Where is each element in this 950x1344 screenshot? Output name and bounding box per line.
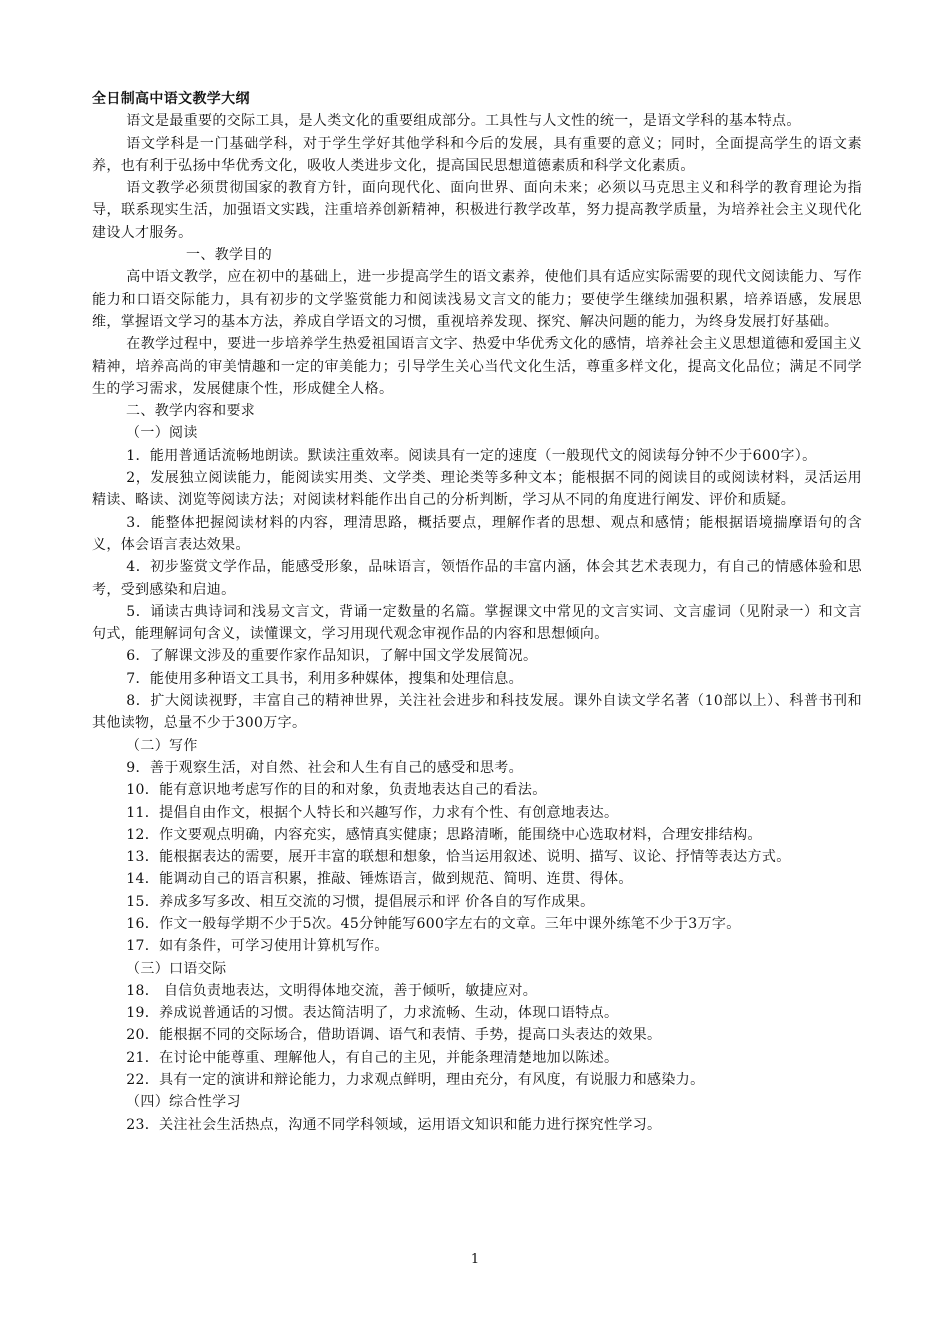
document-body: [92, 88, 862, 1136]
list-item: 5．诵读古典诗词和浅易文言文，背诵一定数量的名篇。掌握课文中常见的文言实词、文言虚词（见附录一）和文言句式，能理解词句含义，读懂课文，学习用现代观念审视作品的内容和思想倾向。: [92, 603, 862, 643]
intro-paragraph: 语文教学必须贯彻国家的教育方针，面向现代化、面向世界、面向未来；必须以马克思主义和科学的教育理论为指导，联系现实生活，加强语文实践，注重培养创新精神，积极进行教学改革，努力提高教学质量，为培养社会主义现代化建设人才服务。: [92, 180, 862, 241]
subsection-heading-integrated: （四）综合性学习: [126, 1094, 241, 1111]
section-heading-teaching-purpose: 一、教学目的: [186, 247, 273, 264]
subsection-heading-reading: （一）阅读: [126, 425, 198, 442]
list-item: 22．具有一定的演讲和辩论能力，力求观点鲜明，理由充分，有风度，有说服力和感染力。: [126, 1072, 705, 1089]
list-item: 15．养成多写多改、相互交流的习惯，提倡展示和评 价各自的写作成果。: [126, 893, 595, 910]
intro-paragraph: 语文学科是一门基础学科，对于学生学好其他学科和今后的发展，具有重要的意义；同时，全面提高学生的语文素养，也有利于弘扬中华优秀文化，吸收人类进步文化，提高国民思想道德素质和科学文化素质。: [92, 135, 862, 174]
list-item: 21．在讨论中能尊重、理解他人，有自己的主见，并能条理清楚地加以陈述。: [126, 1049, 619, 1066]
list-item: 11．提倡自由作文，根据个人特长和兴趣写作，力求有个性、有创意地表达。: [126, 804, 619, 821]
list-item: 3．能整体把握阅读材料的内容，理清思路，概括要点，理解作者的思想、观点和感情；能根据语境揣摩语句的含义，体会语言表达效果。: [92, 514, 862, 553]
subsection-heading-writing: （二）写作: [126, 737, 198, 754]
purpose-paragraph: 高中语文教学，应在初中的基础上，进一步提高学生的语文素养，使他们具有适应实际需要的现代文阅读能力、写作能力和口语交际能力，具有初步的文学鉴赏能力和阅读浅易文言文的能力；要使学生继续加强积累，培养语感，发展思维，掌握语文学习的基本方法，养成自学语文的习惯，重视培养发现、探究、解决问题的能力，为终身发展打好基础。: [92, 269, 862, 330]
subsection-heading-oral: （三）口语交际: [126, 960, 227, 977]
list-item: 1．能用普通话流畅地朗读。默读注重效率。阅读具有一定的速度（一般现代文的阅读每分钟不少于600字）。: [126, 447, 817, 464]
list-item: 9．善于观察生活，对自然、社会和人生有自己的感受和思考。: [126, 759, 524, 776]
document-title: 全日制高中语文教学大纲: [92, 91, 250, 107]
list-item: 17．如有条件，可学习使用计算机写作。: [126, 938, 389, 955]
list-item: 14．能调动自己的语言积累，推敲、锤炼语言，做到规范、简明、连贯、得体。: [126, 871, 633, 888]
list-item: 2，发展独立阅读能力，能阅读实用类、文学类、理论类等多种文本；能根据不同的阅读目的或阅读材料，灵活运用精读、略读、浏览等阅读方法；对阅读材料能作出自己的分析判断，学习从不同的角度进行阐发、评价和质疑。: [92, 470, 862, 509]
list-item: 19．养成说普通话的习惯。表达简洁明了，力求流畅、生动，体现口语特点。: [126, 1005, 619, 1022]
list-item: 20．能根据不同的交际场合，借助语调、语气和表情、手势，提高口头表达的效果。: [126, 1027, 662, 1044]
section-heading-content-requirements: 二、教学内容和要求: [126, 403, 256, 420]
list-item: 23．关注社会生活热点，沟通不同学科领域，运用语文知识和能力进行探究性学习。: [126, 1116, 662, 1133]
intro-paragraph: 语文是最重要的交际工具，是人类文化的重要组成部分。工具性与人文性的统一，是语文学科的基本特点。: [126, 113, 801, 130]
list-item: 16．作文一般每学期不少于5次。45分钟能写600字左右的文章。三年中课外练笔不少于3万字。: [126, 915, 741, 932]
list-item: 13．能根据表达的需要，展开丰富的联想和想象，恰当运用叙述、说明、描写、议论、抒情等表达方式。: [126, 849, 791, 866]
list-item: 4．初步鉴赏文学作品，能感受形象，品味语言，领悟作品的丰富内涵，体会其艺术表现力，有自己的情感体验和思考，受到感染和启迪。: [92, 559, 862, 598]
list-item: 10．能有意识地考虑写作的目的和对象，负责地表达自己的看法。: [126, 782, 547, 799]
list-item: 7．能使用多种语文工具书，利用多种媒体，搜集和处理信息。: [126, 670, 524, 687]
list-item: 6．了解课文涉及的重要作家作品知识，了解中国文学发展简况。: [126, 648, 538, 665]
list-item: 18． 自信负责地表达，文明得体地交流，善于倾听，敏捷应对。: [126, 982, 538, 999]
list-item: 8．扩大阅读视野，丰富自己的精神世界，关注社会进步和科技发展。课外自读文学名著（10部以上）、科普书刊和其他读物，总量不少于300万字。: [92, 693, 862, 732]
list-item: 12．作文要观点明确，内容充实，感情真实健康；思路清晰，能围绕中心选取材料，合理安排结构。: [126, 826, 762, 843]
page-number: 1: [470, 1252, 480, 1267]
purpose-paragraph: 在教学过程中，要进一步培养学生热爱祖国语言文字、热爱中华优秀文化的感情，培养社会主义思想道德和爱国主义精神，培养高尚的审美情趣和一定的审美能力；引导学生关心当代文化生活，尊重多样文化，提高文化品位；满足不同学生的学习需求，发展健康个性，形成健全人格。: [92, 336, 862, 397]
